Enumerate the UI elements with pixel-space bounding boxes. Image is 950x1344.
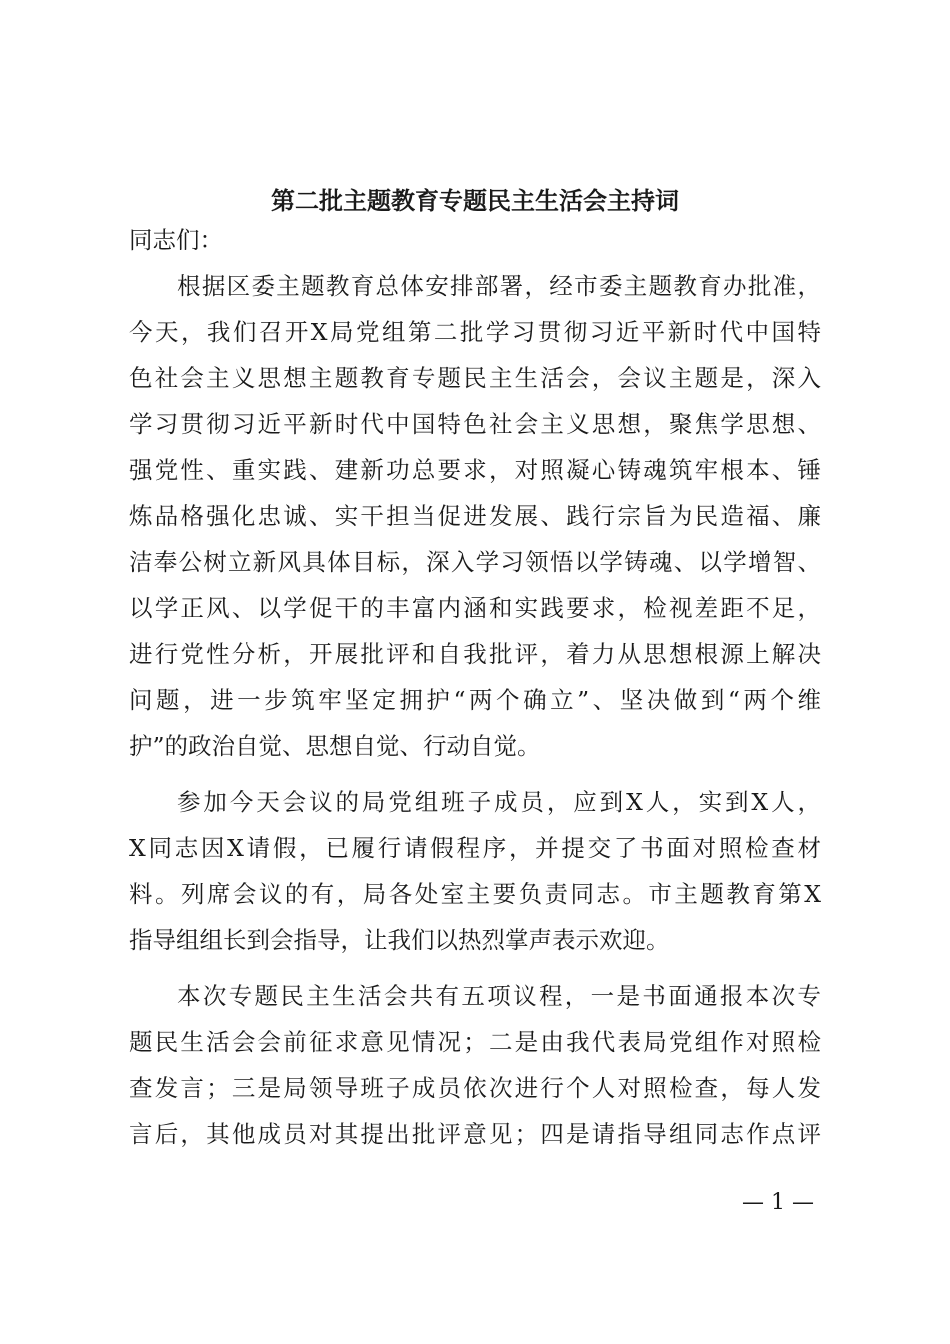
paragraph-line: X同志因X请假，已履行请假程序，并提交了书面对照检查材 xyxy=(129,834,821,862)
paragraph-1 xyxy=(129,263,821,769)
document-body xyxy=(129,219,821,1157)
paragraph-line: 问题，进一步筑牢坚定拥护“两个确立”、坚决做到“两个维 xyxy=(129,686,821,714)
paragraph-line: 题民生活会会前征求意见情况；二是由我代表局党组作对照检 xyxy=(129,1028,821,1056)
paragraph-3 xyxy=(129,973,821,1157)
salutation: 同志们： xyxy=(129,226,223,254)
paragraph-line: 指导组组长到会指导，让我们以热烈掌声表示欢迎。 xyxy=(129,926,670,954)
page-number: — 1 — xyxy=(742,1190,814,1215)
paragraph-2 xyxy=(129,779,821,963)
paragraph-line: 学习贯彻习近平新时代中国特色社会主义思想，聚焦学思想、 xyxy=(129,410,821,438)
paragraph-line: 炼品格强化忠诚、实干担当促进发展、践行宗旨为民造福、廉 xyxy=(129,502,821,530)
paragraph-line: 色社会主义思想主题教育专题民主生活会，会议主题是，深入 xyxy=(129,364,821,392)
paragraph-line: 根据区委主题教育总体安排部署，经市委主题教育办批准， xyxy=(177,272,821,300)
paragraph-line: 本次专题民主生活会共有五项议程，一是书面通报本次专 xyxy=(177,982,821,1010)
paragraph-line: 料。列席会议的有，局各处室主要负责同志。市主题教育第X xyxy=(129,880,821,908)
paragraph-line: 以学正风、以学促干的丰富内涵和实践要求，检视差距不足， xyxy=(129,594,821,622)
paragraph-line: 进行党性分析，开展批评和自我批评，着力从思想根源上解决 xyxy=(129,640,821,668)
document-title: 第二批主题教育专题民主生活会主持词 xyxy=(271,186,679,215)
paragraph-line: 护”的政治自觉、思想自觉、行动自觉。 xyxy=(129,732,541,760)
paragraph-line: 强党性、重实践、建新功总要求，对照凝心铸魂筑牢根本、锤 xyxy=(129,456,821,484)
paragraph-line: 查发言；三是局领导班子成员依次进行个人对照检查，每人发 xyxy=(129,1074,821,1102)
paragraph-line: 今天，我们召开X局党组第二批学习贯彻习近平新时代中国特 xyxy=(129,318,821,346)
paragraph-line: 参加今天会议的局党组班子成员，应到X人，实到X人， xyxy=(177,788,821,816)
paragraph-line: 言后，其他成员对其提出批评意见；四是请指导组同志作点评 xyxy=(129,1120,821,1148)
paragraph-line: 洁奉公树立新风具体目标，深入学习领悟以学铸魂、以学增智、 xyxy=(129,548,821,576)
